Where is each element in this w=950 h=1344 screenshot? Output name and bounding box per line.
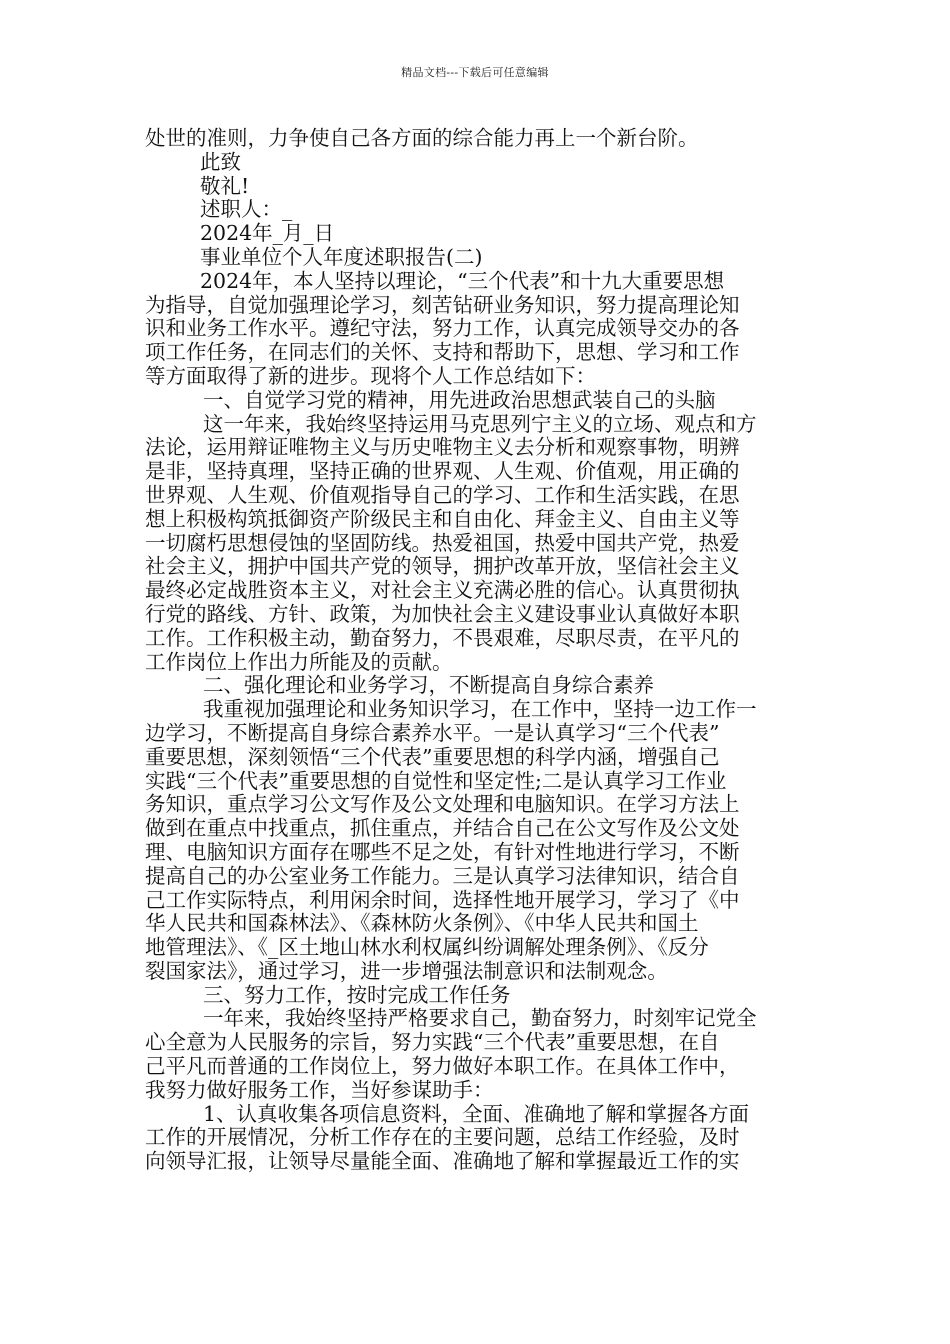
paragraph-line: 工作的开展情况，分析工作存在的主要问题，总结工作经验，及时	[145, 1125, 740, 1150]
paragraph-line: 行党的路线、方针、政策，为加快社会主义建设事业认真做好本职	[145, 601, 740, 626]
paragraph-line: 心全意为人民服务的宗旨，努力实践“三个代表”重要思想，在自	[145, 1030, 720, 1055]
heading-line: 三、努力工作，按时完成工作任务	[203, 982, 511, 1007]
paragraph-line: 一切腐朽思想侵蚀的坚固防线。热爱祖国，热爱中国共产党，热爱	[145, 530, 740, 555]
paragraph-line: 边学习，不断提高自身综合素养水平。一是认真学习“三个代表”	[145, 720, 720, 745]
paragraph-line: 法论，运用辩证唯物主义与历史唯物主义去分析和观察事物，明辨	[145, 435, 740, 460]
paragraph-line: 己平凡而普通的工作岗位上，努力做好本职工作。在具体工作中，	[145, 1054, 740, 1079]
page-header: 精品文档---下载后可任意编辑	[401, 66, 549, 79]
closing-regards: 敬礼!	[200, 173, 250, 198]
paragraph-line: 己工作实际特点，利用闲余时间，选择性地开展学习，学习了《中	[145, 887, 740, 912]
heading-line: 一、自觉学习党的精神，用先进政治思想武装自己的头脑	[203, 387, 716, 412]
paragraph-line: 地管理法》、《_区土地山林水利权属纠纷调解处理条例》、《反分	[145, 935, 709, 960]
signature-line: 述职人：_	[200, 197, 293, 222]
text-line: 处世的准则，力争使自己各方面的综合能力再上一个新台阶。	[145, 126, 699, 150]
paragraph-line: 实践“三个代表”重要思想的自觉性和坚定性;二是认真学习工作业	[145, 768, 727, 793]
paragraph-line: 世界观、人生观、价值观指导自己的学习、工作和生活实践，在思	[145, 482, 740, 507]
date-line: 2024年_月_日	[200, 221, 335, 246]
heading-line: 二、强化理论和业务学习，不断提高自身综合素养	[203, 673, 654, 698]
paragraph-line: 1、认真收集各项信息资料，全面、准确地了解和掌握各方面	[203, 1101, 750, 1126]
paragraph-line: 工作。工作积极主动，勤奋努力，不畏艰难，尽职尽责，在平凡的	[145, 625, 740, 650]
paragraph-line: 我努力做好服务工作，当好参谋助手：	[145, 1077, 494, 1102]
paragraph-line: 一年来，我始终坚持严格要求自己，勤奋努力，时刻牢记党全	[203, 1006, 757, 1031]
closing-salutation: 此致	[200, 149, 241, 174]
paragraph-line: 识和业务工作水平。遵纪守法，努力工作，认真完成领导交办的各	[145, 316, 740, 341]
paragraph-line: 2024年，本人坚持以理论，“三个代表”和十九大重要思想	[200, 268, 725, 293]
paragraph-line: 提高自己的办公室业务工作能力。三是认真学习法律知识，结合自	[145, 863, 740, 888]
paragraph-line: 等方面取得了新的进步。现将个人工作总结如下：	[145, 363, 596, 388]
paragraph-line: 这一年来，我始终坚持运用马克思列宁主义的立场、观点和方	[203, 411, 757, 436]
paragraph-line: 社会主义，拥护中国共产党的领导，拥护改革开放，坚信社会主义	[145, 554, 740, 579]
paragraph-line: 工作岗位上作出力所能及的贡献。	[145, 649, 453, 674]
paragraph-line: 向领导汇报，让领导尽量能全面、准确地了解和掌握最近工作的实	[145, 1149, 740, 1174]
paragraph-line: 我重视加强理论和业务知识学习，在工作中，坚持一边工作一	[203, 697, 757, 722]
paragraph-line: 重要思想，深刻领悟“三个代表”重要思想的科学内涵，增强自己	[145, 744, 720, 769]
paragraph-line: 做到在重点中找重点，抓住重点，并结合自己在公文写作及公文处	[145, 816, 740, 841]
paragraph-line: 华人民共和国森林法》、《森林防火条例》、《中华人民共和国土	[145, 911, 699, 936]
paragraph-line: 是非，坚持真理，坚持正确的世界观、人生观、价值观，用正确的	[145, 459, 740, 484]
paragraph-line: 想上积极构筑抵御资产阶级民主和自由化、拜金主义、自由主义等	[145, 506, 740, 531]
paragraph-line: 理、电脑知识方面存在哪些不足之处，有针对性地进行学习，不断	[145, 839, 740, 864]
paragraph-line: 务知识，重点学习公文写作及公文处理和电脑知识。在学习方法上	[145, 792, 740, 817]
paragraph-line: 裂国家法》，通过学习，进一步增强法制意识和法制观念。	[145, 958, 668, 983]
document-body	[145, 127, 805, 1174]
paragraph-line: 为指导，自觉加强理论学习，刻苦钻研业务知识，努力提高理论知	[145, 292, 740, 317]
paragraph-line: 项工作任务，在同志们的关怀、支持和帮助下，思想、学习和工作	[145, 340, 740, 365]
section-title: 事业单位个人年度述职报告(二)	[200, 244, 483, 269]
paragraph-line: 最终必定战胜资本主义，对社会主义充满必胜的信心。认真贯彻执	[145, 578, 740, 603]
